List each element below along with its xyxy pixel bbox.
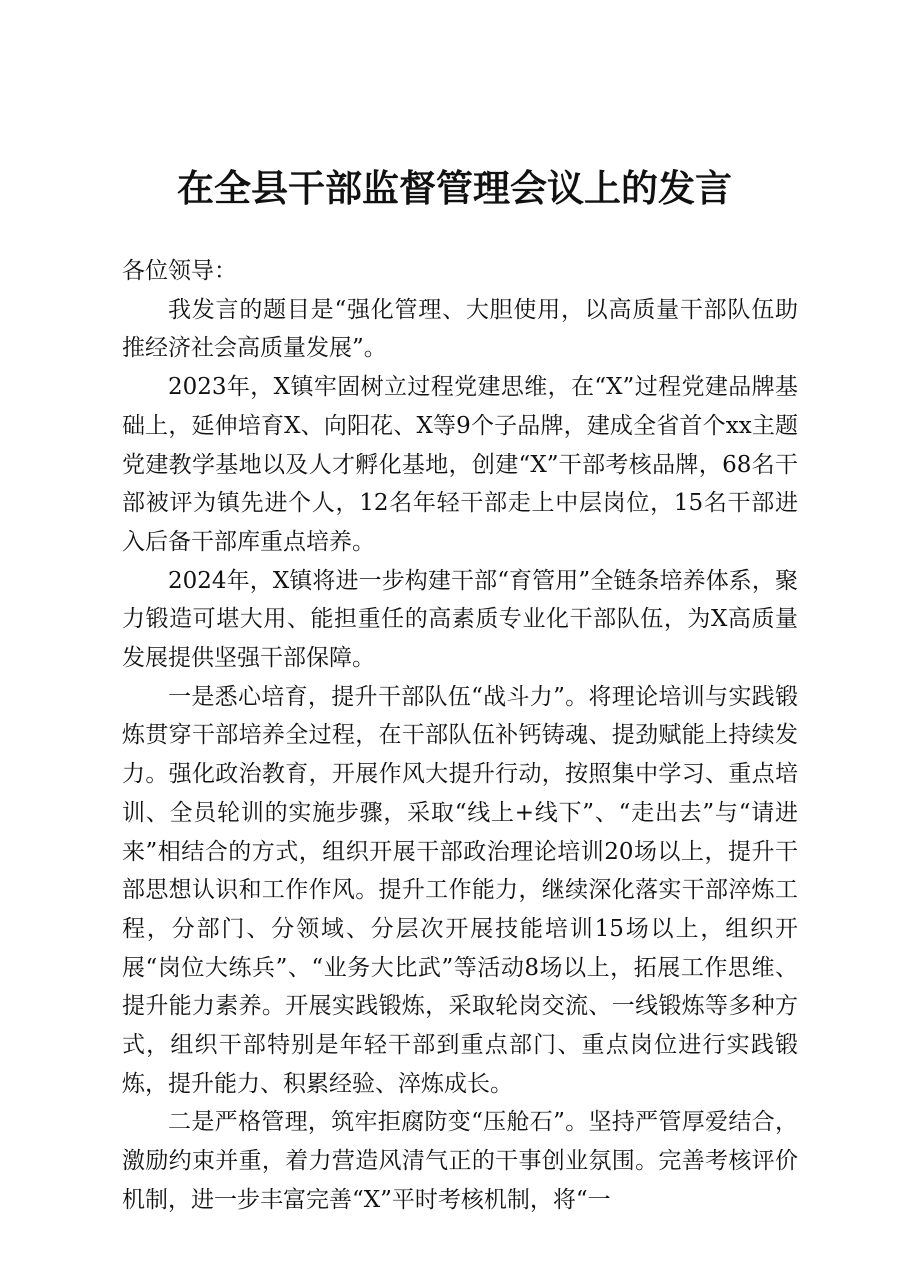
document-title: 在全县干部监督管理会议上的发言 [177,167,732,210]
paragraph-point-two: 二是严格管理，筑牢拒腐防变“压舱石”。坚持严管厚爱结合，激励约束并重，着力营造风清气正的干事创业氛围。完善考核评价机制，进一步丰富完善“X”平时考核机制，将“一 [122,1109,798,1213]
paragraph-2024-plan: 2024年，X镇将进一步构建干部“育管用”全链条培养体系，聚力锻造可堪大用、能担重任的高素质专业化干部队伍，为X高质量发展提供坚强干部保障。 [122,567,798,672]
paragraph-topic: 我发言的题目是“强化管理、大胆使用，以高质量干部队伍助推经济社会高质量发展”。 [122,296,798,362]
paragraph-point-one: 一是悉心培育，提升干部队伍“战斗力”。将理论培训与实践锻炼贯穿干部培养全过程，在干部队伍补钙铸魂、提劲赋能上持续发力。强化政治教育，开展作风大提升行动，按照集中学习、重点培训、全员轮训的实施步骤，采取“线上+线下”、“走出去”与“请进来”相结合的方式，组织开展干部政治理论培训20场以上，提升干部思想认识和工作作风。提升工作能力，继续深化落实干部淬炼工程，分部门、分领域、分层次开展技能培训15场以上，组织开展“岗位大练兵”、“业务大比武”等活动8场以上，拓展工作思维、提升能力素养。开展实践锻炼，采取轮岗交流、一线锻炼等多种方式，组织干部特别是年轻干部到重点部门、重点岗位进行实践锻炼，提升能力、积累经验、淬炼成长。 [122,683,798,1097]
paragraph-2023-review: 2023年，X镇牢固树立过程党建思维，在“X”过程党建品牌基础上，延伸培育X、向阳花、X等9个子品牌，建成全省首个xx主题党建教学基地以及人才孵化基地，创建“X”干部考核品牌，68名干部被评为镇先进个人，12名年轻干部走上中层岗位，15名干部进入后备干部库重点培养。 [122,374,798,555]
document-body [122,252,798,1220]
greeting-line: 各位领导： [122,258,237,284]
